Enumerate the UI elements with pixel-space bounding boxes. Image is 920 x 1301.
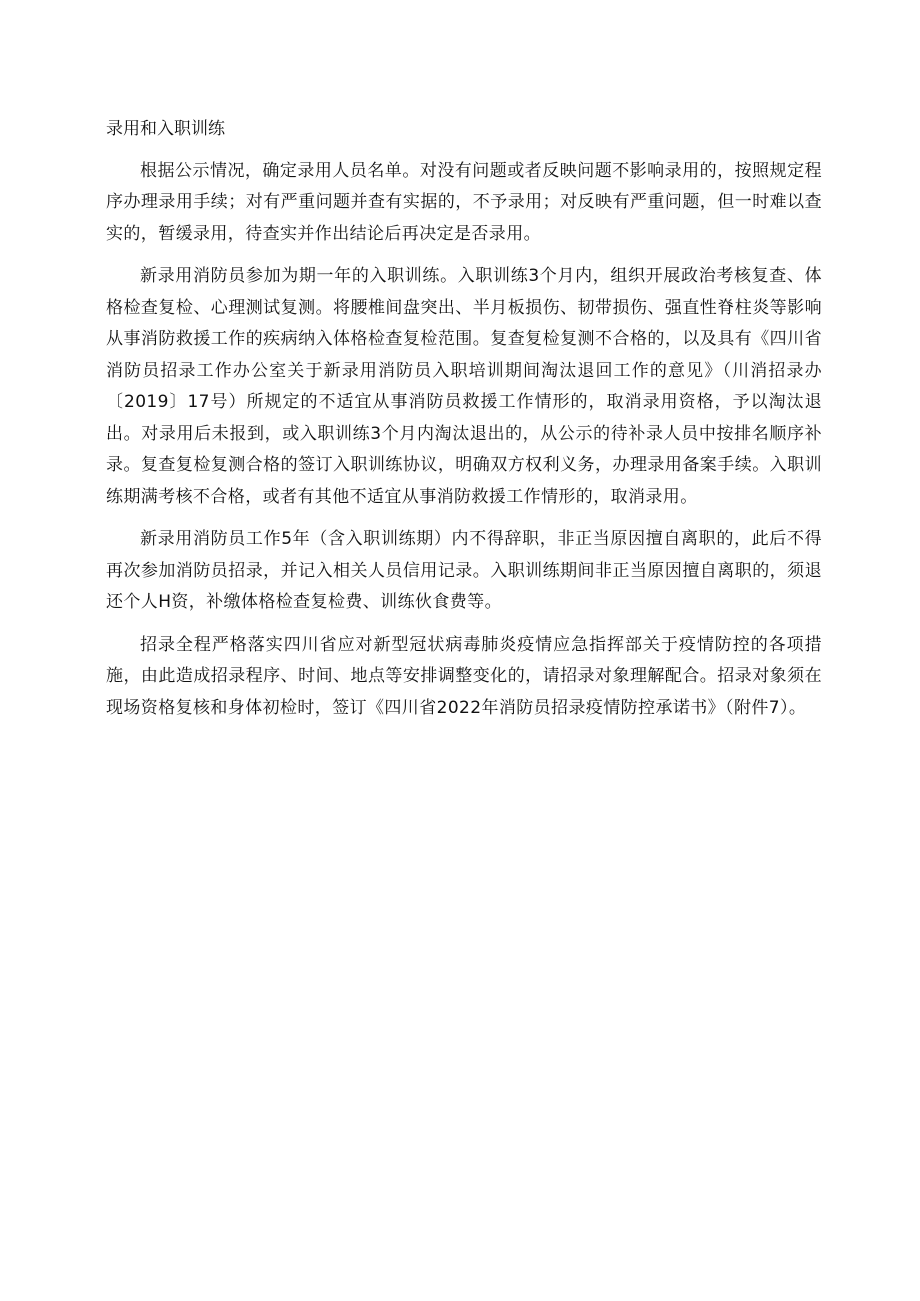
section-heading: 录用和入职训练 [106,119,225,139]
paragraph-resignation-rules: 新录用消防员工作5年（含入职训练期）内不得辞职，非正当原因擅自离职的，此后不得再次参加消防员招录，并记入相关人员信用记录。入职训练期间非正当原因擅自离职的，须退还个人H资，补缴体格检查复检费、训练伙食费等。 [106,529,822,612]
paragraph-confirm-hiring: 根据公示情况，确定录用人员名单。对没有问题或者反映问题不影响录用的，按照规定程序办理录用手续；对有严重问题并查有实据的，不予录用；对反映有严重问题，但一时难以查实的，暂缓录用，待查实并作出结论后再决定是否录用。 [106,160,822,244]
document-body [106,114,822,735]
paragraph-induction-training: 新录用消防员参加为期一年的入职训练。入职训练3个月内，组织开展政治考核复查、体格检查复检、心理测试复测。将腰椎间盘突出、半月板损伤、韧带损伤、强直性脊柱炎等影响从事消防救援工作的疾病纳入体格检查复检范围。复查复检复测不合格的，以及具有《四川省消防员招录工作办公室关于新录用消防员入职培训期间淘汰退回工作的意见》（川消招录办〔2019〕17号）所规定的不适宜从事消防员救援工作情形的，取消录用资格，予以淘汰退出。对录用后未报到，或入职训练3个月内淘汰退出的，从公示的待补录人员中按排名顺序补录。复查复检复测合格的签订入职训练协议，明确双方权利义务，办理录用备案手续。入职训练期满考核不合格，或者有其他不适宜从事消防救援工作情形的，取消录用。 [106,266,822,507]
paragraph-epidemic-control: 招录全程严格落实四川省应对新型冠状病毒肺炎疫情应急指挥部关于疫情防控的各项措施，由此造成招录程序、时间、地点等安排调整变化的，请招录对象理解配合。招录对象须在现场资格复核和身体初检时，签订《四川省2022年消防员招录疫情防控承诺书》（附件7）。 [106,634,822,718]
